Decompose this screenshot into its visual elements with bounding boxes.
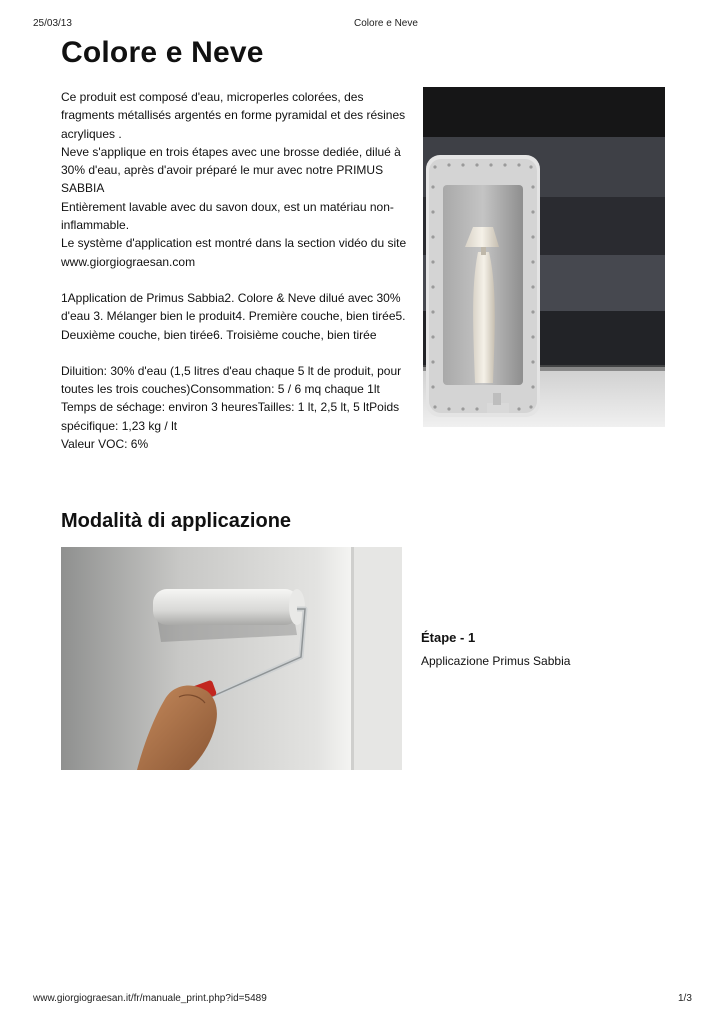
specifications-text: Diluition: 30% d'eau (1,5 litres d'eau chaque 5 lt de produit, pour toutes les trois couches)Consommation: 5 / 6 mq chaque 1lt Temps de séchage: environ 3 heuresTailles: 1 lt, 2,5 lt, 5 ltPoids spécifique: 1,23 kg / lt [61, 363, 402, 433]
section-title: Modalità di applicazione [61, 510, 292, 532]
page-title: Colore e Neve [61, 36, 264, 69]
page-number: 1/3 [678, 993, 692, 1004]
description-line: Entièrement lavable avec du savon doux, est un matériau non-inflammable. [61, 199, 394, 233]
footer-url[interactable]: www.giorgiograesan.it/fr/manuale_print.php?id=5489 [33, 993, 267, 1004]
step-title: Étape - 1 [421, 630, 476, 645]
step-photo-roller [61, 547, 402, 770]
print-header-title: Colore e Neve [354, 18, 418, 29]
description-line: Le système d'application est montré dans la section vidéo du site [61, 236, 407, 251]
product-photo-mirror [423, 87, 665, 427]
print-date: 25/03/13 [33, 18, 72, 29]
product-description [61, 88, 413, 453]
description-line: Ce produit est composé d'eau, microperles colorées, des fragments métallisés argentés en forme pyramidal et des résines acryliques . [61, 90, 406, 141]
application-steps-text: 1Application de Primus Sabbia2. Colore & Neve dilué avec 30% d'eau 3. Mélanger bien le produit4. Première couche, bien tirée5. Deuxième couche, bien tirée6. Troisième couche, bien tirée [61, 290, 406, 342]
step-description: Applicazione Primus Sabbia [421, 654, 571, 668]
voc-value-text: Valeur VOC: 6% [61, 437, 149, 452]
description-line: Neve s'applique en trois étapes avec une brosse dediée, dilué à 30% d'eau, après d'avoir préparé le mur avec notre PRIMUS SABBIA [61, 144, 401, 196]
website-link[interactable]: www.giorgiograesan.com [61, 254, 196, 269]
